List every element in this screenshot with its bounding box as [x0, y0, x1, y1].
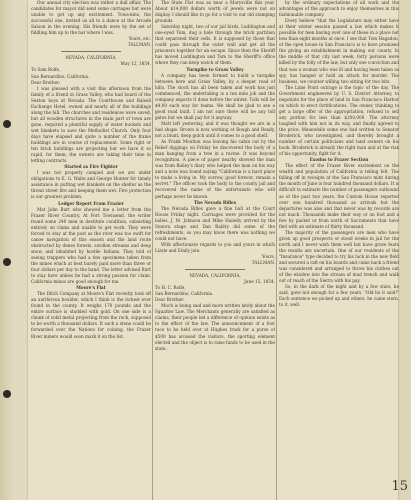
paragraph: Much is being said and more written lately about the Squatter Law. The Merchants generally are satisfied as claims, their people led a difference of opinion exists as to the effect of the law. The announcement of a foot race to be held over at Hughes track for a purse of $500 has aroused the visitors, the sporting element elected and the object is to raise funds to be used in the state.	[155, 303, 275, 351]
subheading: The Nevada Rifles	[193, 199, 237, 205]
right-text: Yours, etc.	[128, 36, 151, 42]
salutation-line: San Bernardino, California.	[155, 291, 214, 297]
section-rule	[185, 269, 245, 270]
paragraph: I was pleased with a visit this afternoon from the family of a friend in Grass Valley, who had heard of the Sexton boys at Nevada. The Courthouse and Balsell Exchange Hotel, owned and nearly all of the buildings along the hill. The churches and residences were saved, but all wooden structures in the main part of town are gone, required a plentiful supply of water buckets and wet blankets to save the Methodist Church. Only four days have elapsed and quite a number of the frame buildings are in course of replacement. Some right or ten brick buildings are projecting but we have it so rapid, for them; the owners are taking their time in letting contracts.	[31, 85, 151, 164]
paragraph: The Nevada Rifles gave a fine ball at the Court House Friday night. Carriages were provided for the ladies. J. M. Johnson and Mike Hanelly arrived by the Sonora stage and Dan Baldry did some of the refreshments, so you may know there was nothing we could not have.	[155, 205, 275, 241]
binder-hole-middle	[3, 258, 11, 266]
right-text: June 15, 1854.	[244, 279, 275, 285]
dateline: NEVADA, CALIFORNIA,	[189, 273, 241, 279]
salutation-line: Dear Brother:	[155, 297, 185, 303]
paragraph: Saturday night, two of our jail birds, Luddington and one-eyed Tom, dug a hole through the brick partition that separated their cells. It is supposed by those that could pass through the outer wall and get all the prisoners together for an escape. Since then the Sheriff has moved Luddington and Tom to the Sheriff's office where they can keep watch of them.	[155, 24, 275, 66]
binder-hole-top	[3, 120, 11, 128]
salutation-line: San Bernardino, California.	[31, 73, 90, 79]
paragraph: Matt left yesterday, and it was thought we are in a bad shape. Brown is now working at Rough and Ready, not a blunt, deep gulch until it comes to a good shelf.	[155, 120, 275, 139]
paragraph: The effect of the Frazer River excitement on the wealth and population of California is telling felt. The falling off in receipts at the San Francisco mint during the month of June is four hundred thousand dollars. It is difficult to estimate the number of passengers outbound as of the past two years, the Custom House reported over one hundred thousand as arrivals but the departures was also and that never was by records are not much. Thousands make their way or on foot and a few by packet or from north of Sacramento that have fled with an estimate of thirty thousand.	[279, 163, 399, 229]
text-column-2	[155, 0, 275, 500]
paragraph: I was not properly camped and we are under obligations to E. G. Waite and George Hunter for timely assistance in putting wet blankets on the shelter as the threat street fire and keeping them wet. Fire protection is our greatest problem.	[31, 170, 151, 200]
binder-hole-bottom	[3, 390, 11, 398]
paragraph: by the ordinary expectations of all work and the advantages of the approach to enjoy themselves in this fashionable company.	[279, 0, 399, 18]
right-text: TALLMAN.	[251, 260, 275, 266]
paragraph: With affectionate regards to you and yours in which Lizzie and Emily join.	[155, 241, 275, 253]
paragraph: Mat John Burt who showed me a letter from the Frazer River Country. At Fort Townsend, the writer found some 240 men in destitute condition, subsisting entirely on clams and unable to get work. They were forced to stay at the post as the river was too swift for canoe navigation of this season and the land route obstructed by dense forests, swollen streams and deep snow, and inhabited by hostile Indians. They told of seeing trappers who had a few specimens taken from the mines which at best barely paid more than three or four dollars per day to the hand. The letter advised Burt to stay here unless he had a strong passion for claim. California mines are good enough for me.	[31, 206, 151, 285]
subheading: Exodus to Frazer Section	[309, 157, 369, 163]
text-column-1	[31, 0, 151, 500]
subheading: Moore's Flat	[76, 285, 106, 291]
text-column-3	[279, 0, 399, 500]
paragraph: A company has been formed to build a turnpike between here and Grass Valley, by a deeper road of hills. The stock has all been taken and work has just commenced, the undertaking is a ten mile job and the company expects it done before the winter. Tolls will be $4.00 each way for teams. We shall be glad to see a good road built. I am not sure there will be any toll gates but we shall pay for it anyway.	[155, 72, 275, 120]
section-rule	[61, 51, 121, 52]
column-divider-1	[152, 0, 153, 500]
paragraph: Our annual city election was rather a dull affair. The candidates for mayor did send some carriages but were unable to get up any excitement. Towa-kins, the successful one, invited us all to a dance at the Arcade Saloon in the evening. His friends were by the set of fiddling him up to the bar where I was.	[31, 0, 151, 36]
paragraph: The Ditch Company at Moore's Flat recently took off an auriferous boulder, which I think is the richest ever found in the county. It weighs 170 pounds and the entire surface is studded with gold. On one side is a chunk of solid metal projecting from the rock, supposed to be worth a thousand dollars. It such a stone could be forwarded over the Nations for coining, the Frazer River miners would soon mark it on the list.	[31, 291, 151, 339]
paragraph: As Frank Moulton was leaving his cabin out by the Relief diggings on Friday he discovered the body of a man hanging from a tree in a ravine. It was beyond recognition. A piece of paper nearby showed the man was from Bailey's diary who helped the man on his way and a note was found saying "California is a hard place to make a living in. My sorrow, good forever, remain a secret." The officer took the body to the county jail and recovered the name of the unfortunate who will perhaps never be known.	[155, 139, 275, 199]
right-text: Yours,	[261, 253, 275, 259]
salutation-line: Dear Brother:	[31, 79, 61, 85]
right-text: May 12, 1854.	[120, 61, 151, 67]
dateline: NEVADA, CALIFORNIA,	[65, 55, 117, 61]
subheading: Turnpike to Grass Valley	[186, 66, 244, 72]
paragraph: The Lime Point outrage is the topic of the day. The Government engineered by U. S. District Attorney, to negotiate for the place of land in San Francisco Harbor on which to erect fortifications. The owner, thinking to get a large offer of the appropriation, refused to sell any portion for less than $200,000. The attorney laughed with him not in its way, and finally agreed to the price. Meanwhile some one had written to Senator Broderick, who investigated, and thereby brought a number of certain politicians and land owners on his hook. Broderick is already the right man and at the risk of his opportunity, fight for it.	[279, 84, 399, 157]
right-text: TALLMAN.	[127, 42, 151, 48]
paragraph: Every believe "that the Legislature may either have at their winter session passed a law which makes it possible for men having over one of these in a place not less than eight months at once. I see that Tom Hagadon, of the open house in San Francisco is to have promised the giving an establishment in making our county. In the middle of that city last week, forty persons were killed by the folly of the law, but only one conviction and that was a woman who was ill and having been taken as spy, has hanged or hold an attack for murder. The business, we counter willing two sitting for two bits.	[279, 18, 399, 84]
subheading: Started as Fire Fighter	[64, 164, 118, 170]
salutation-line: To H. C. Rolfe,	[155, 285, 186, 291]
column-divider-2	[276, 0, 277, 500]
page-number: 15	[391, 479, 408, 494]
paragraph: So, in the dark of the night and by a few stars, he said, gave not enough for a few years. "Old be it said!" Each sentence we picked up and others, he came stern, to it, well.	[279, 284, 399, 308]
subheading: Ledger Report From Frazier	[58, 200, 124, 206]
salutation-line: To Sam Rolfe,	[31, 67, 61, 73]
paragraph: The majority of the passengers are men who have given up good prospects or stood weeks in jail for the north and I never wish them well but have grave fears the results are uncertain. One of our residents of the "Insurance" type decided to try his luck in the new field and secured a raft on his boards and came back a friend was considered and arranged to throw his clothes out of the window into the stream of mud trench and walk out of reach of the Sierra with his pay.	[279, 229, 399, 284]
paragraph: The State Flat was as near a Marysville this year. About $14,000 dollars worth of jewels were not on display. I should like to go for a visit to our old stamping grounds.	[155, 0, 275, 24]
